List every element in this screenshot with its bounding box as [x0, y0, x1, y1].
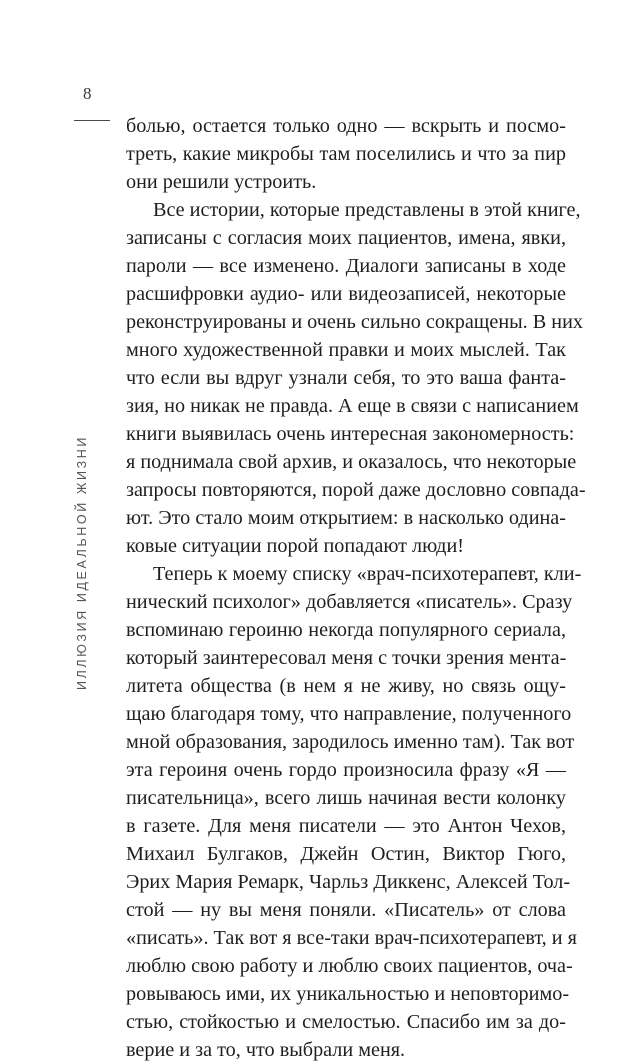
text-line: я поднимала свой архив, и оказалось, что некоторые — [126, 451, 577, 473]
text-line: ровываюсь ими, их уникальностью и неповторимо- — [126, 983, 570, 1005]
text-line: что если вы вдруг узнали себя, то это ваша фанта- — [126, 367, 566, 389]
text-line: Эрих Мария Ремарк, Чарльз Диккенс, Алексей Тол- — [126, 871, 571, 893]
text-line: стой — ну вы меня поняли. «Писатель» от слова — [126, 899, 566, 921]
text-line: расшифровки аудио- или видеозаписей, некоторые — [126, 283, 566, 305]
paragraph — [126, 196, 586, 560]
text-line: вспоминаю героиню некогда популярного сериала, — [126, 619, 566, 641]
text-line: книги выявилась очень интересная закономерность: — [126, 423, 575, 445]
text-line: зия, но никак не правда. А еще в связи с написанием — [126, 395, 579, 417]
text-line: верие и за то, что выбрали меня. — [126, 1039, 406, 1061]
paragraph — [126, 560, 582, 1064]
text-line: который заинтересовал меня с точки зрения мента- — [126, 647, 567, 669]
text-line: они решили устроить. — [126, 171, 317, 193]
text-line: в газете. Для меня писатели — это Антон Чехов, — [126, 815, 566, 837]
text-line: болью, остается только одно — вскрыть и посмо- — [126, 115, 566, 137]
text-line: пароли — все изменено. Диалоги записаны в ходе — [126, 255, 566, 277]
text-line: писательница», всего лишь начиная вести колонку — [126, 787, 566, 809]
text-line: Теперь к моему списку «врач-психотерапевт, кли- — [153, 563, 582, 585]
text-line: ют. Это стало моим открытием: в насколько одина- — [126, 507, 566, 529]
page-number: 8 — [83, 84, 92, 103]
header-rule — [74, 120, 110, 121]
text-line: записаны с согласия моих пациентов, имена, явки, — [126, 227, 566, 249]
text-line: много художественной правки и моих мыслей. Так — [126, 339, 566, 361]
text-line: запросы повторяются, порой даже дословно совпада- — [126, 479, 586, 501]
text-line: ковые ситуации порой попадают люди! — [126, 535, 464, 557]
text-line: щаю благодаря тому, что направление, полученного — [126, 703, 572, 725]
paragraph — [126, 112, 566, 196]
text-line: Михаил Булгаков, Джейн Остин, Виктор Гюго, — [126, 843, 566, 865]
text-line: реконструированы и очень сильно сокращены. В них — [126, 311, 583, 333]
text-line: эта героиня очень гордо произносила фразу «Я — — [126, 759, 566, 781]
text-line: стью, стойкостью и смелостью. Спасибо им за до- — [126, 1011, 566, 1033]
running-head-text: ИЛЛЮЗИЯ ИДЕАЛЬНОЙ ЖИЗНИ — [75, 435, 89, 690]
text-line: люблю свою работу и люблю своих пациентов, оча- — [126, 955, 573, 977]
text-line: «писать». Так вот я все-таки врач-психотерапевт, и я — [126, 927, 577, 949]
body-text — [126, 112, 586, 1064]
text-line: нический психолог» добавляется «писатель». Сразу — [126, 591, 573, 613]
text-line: литета общества (в нем я не живу, но связь ощу- — [126, 675, 566, 697]
text-line: треть, какие микробы там поселились и что за пир — [126, 143, 566, 165]
text-line: мной образования, зародилось именно там). Так вот — [126, 731, 575, 753]
text-line: Все истории, которые представлены в этой книге, — [153, 199, 581, 221]
